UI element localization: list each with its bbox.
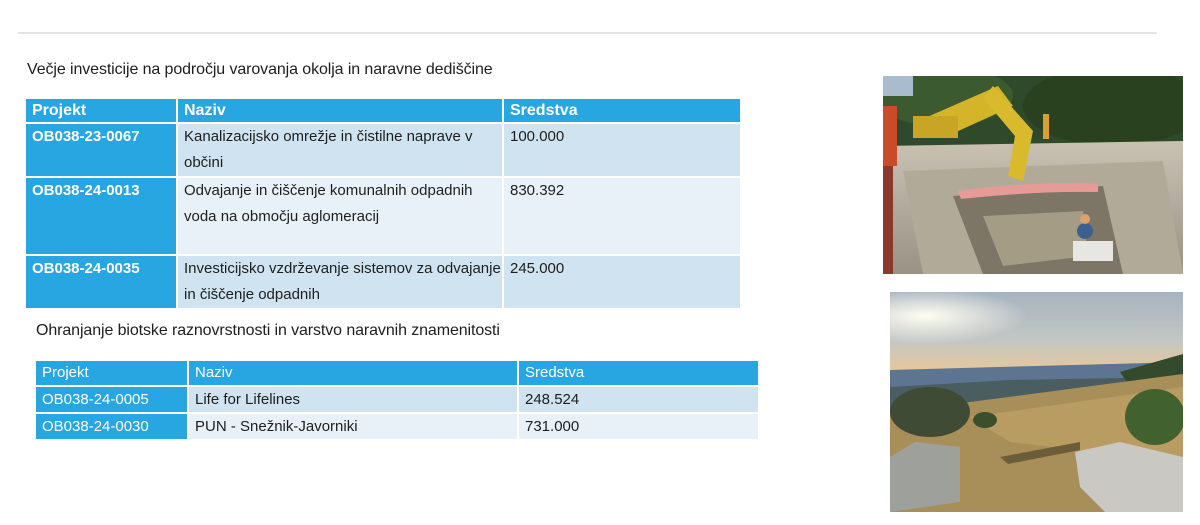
project-code: OB038-24-0013 [26, 177, 177, 255]
excavator-trench-photo [883, 76, 1183, 274]
column-header-projekt: Projekt [36, 361, 188, 386]
column-header-naziv: Naziv [177, 99, 503, 123]
table-header-row [36, 361, 758, 386]
top-divider [18, 32, 1157, 34]
project-amount: 830.392 [503, 177, 740, 255]
project-amount: 731.000 [518, 413, 758, 439]
mountain-meadow-photo [890, 292, 1183, 512]
project-name: Odvajanje in čiščenje komunalnih odpadnih voda na območju aglomeracij [177, 177, 503, 255]
project-name: PUN - Snežnik-Javorniki [188, 413, 518, 439]
project-amount: 100.000 [503, 123, 740, 177]
biodiversity-table [36, 361, 758, 439]
column-header-sredstva: Sredstva [503, 99, 740, 123]
project-name: Life for Lifelines [188, 386, 518, 413]
table-row [36, 386, 758, 413]
section-heading-biodiversity: Ohranjanje biotske raznovrstnosti in varstvo naravnih znamenitosti [36, 322, 500, 339]
project-amount: 245.000 [503, 255, 740, 308]
section-heading-investments: Večje investicije na področju varovanja okolja in naravne dediščine [27, 61, 493, 78]
project-amount: 248.524 [518, 386, 758, 413]
table-row [36, 413, 758, 439]
table-header-row [26, 99, 740, 123]
table-row [26, 177, 740, 255]
project-name: Investicijsko vzdrževanje sistemov za odvajanje in čiščenje odpadnih [177, 255, 503, 308]
table-row [26, 123, 740, 177]
column-header-sredstva: Sredstva [518, 361, 758, 386]
investments-table [26, 99, 740, 308]
project-code: OB038-24-0005 [36, 386, 188, 413]
table-row [26, 255, 740, 308]
project-code: OB038-24-0030 [36, 413, 188, 439]
column-header-projekt: Projekt [26, 99, 177, 123]
project-code: OB038-23-0067 [26, 123, 177, 177]
column-header-naziv: Naziv [188, 361, 518, 386]
project-code: OB038-24-0035 [26, 255, 177, 308]
project-name: Kanalizacijsko omrežje in čistilne naprave v občini [177, 123, 503, 177]
